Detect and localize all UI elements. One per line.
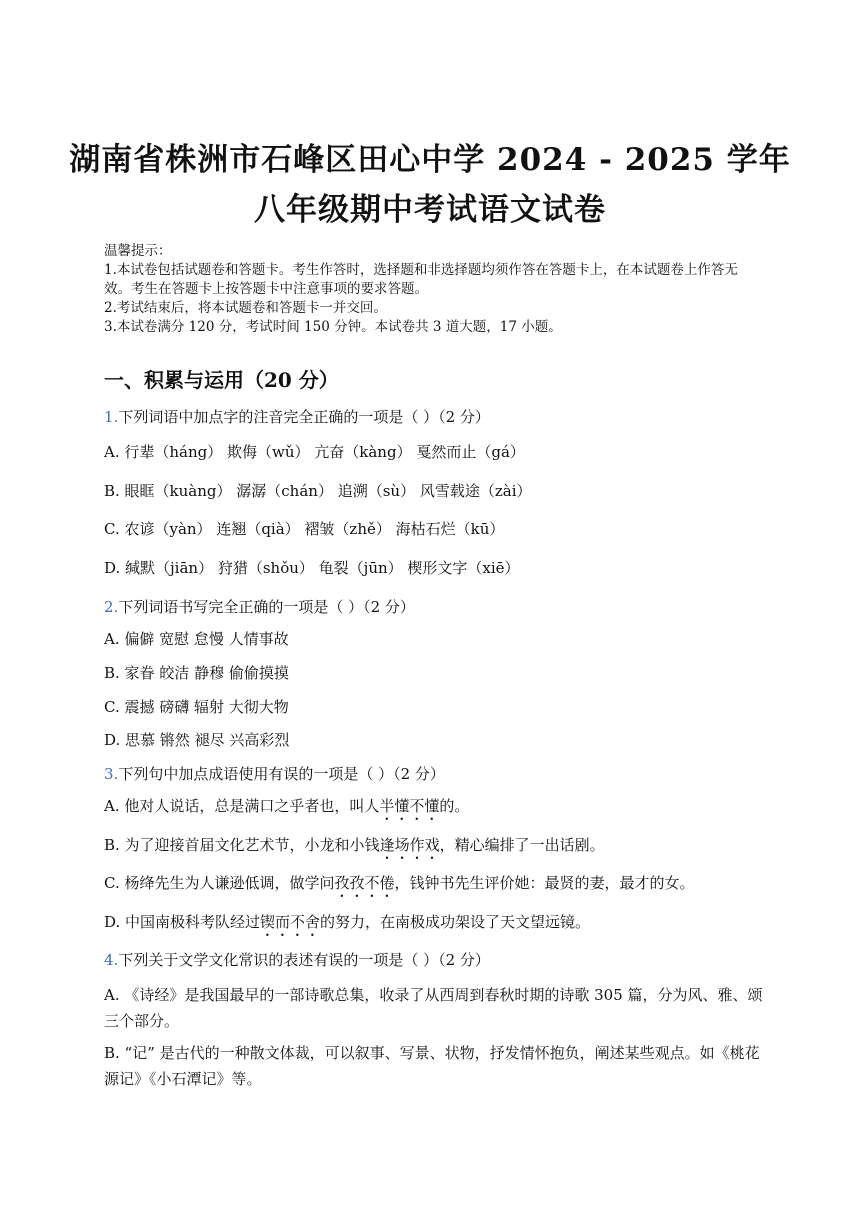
exam-title-line1: 湖南省株洲市石峰区田心中学 2024 - 2025 学年	[69, 142, 791, 178]
dotted-idiom: 孜孜不倦	[334, 874, 395, 892]
question-text: 下列词语中加点字的注音完全正确的一项是（ ）（2 分）	[118, 408, 490, 426]
option-text: D. 中国南极科考队经过	[104, 913, 261, 931]
notice-item-1: 1.本试卷包括试题卷和答题卡。考生作答时，选择题和非选择题均须作答在答题卡上，在本试题卷上作答无效。考生在答题卡上按答题卡中注意事项的要求答题。	[104, 262, 738, 297]
question-4-stem	[104, 949, 764, 970]
question-1-stem	[104, 406, 764, 427]
q1-option-d: D. 缄默（jiān） 狩猎（shǒu） 龟裂（jūn） 楔形文字（xiē）	[104, 559, 520, 577]
option-text: ，精心编排了一出话剧。	[439, 836, 605, 854]
q3-option-b	[104, 834, 764, 863]
q3-option-a	[104, 795, 764, 824]
q2-option-c: C. 震撼 磅礴 辐射 大彻大物	[104, 698, 289, 716]
option-text: 的努力，在南极成功架设了天文望远镜。	[320, 913, 591, 931]
exam-title-line2: 八年级期中考试语文试卷	[254, 192, 606, 228]
q1-option-a: A. 行辈（háng） 欺侮（wǔ） 亢奋（kàng） 戛然而止（gá）	[104, 443, 525, 461]
question-number: 1.	[104, 408, 119, 426]
q1-option-b: B. 眼眶（kuàng） 潺潺（chán） 追溯（sù） 风雪载途（zài）	[104, 482, 532, 500]
notice-block	[104, 242, 764, 337]
q2-option-b: B. 家眷 皎洁 静穆 偷偷摸摸	[104, 664, 289, 682]
option-text: B. 为了迎接首届文化艺术节，小龙和小钱	[104, 836, 380, 854]
q4-option-a: A. 《诗经》是我国最早的一部诗歌总集，收录了从西周到春秋时期的诗歌 305 篇，分为风、雅、颂三个部分。	[104, 986, 763, 1030]
section-heading: 一、积累与运用（20 分）	[104, 368, 339, 392]
q3-option-d	[104, 911, 764, 940]
question-number: 3.	[104, 765, 119, 783]
question-3-stem	[104, 763, 764, 784]
dotted-idiom: 逢场作戏	[379, 836, 440, 854]
question-number: 4.	[104, 951, 119, 969]
question-text: 下列关于文学文化常识的表述有误的一项是（ ）（2 分）	[118, 951, 490, 969]
q3-option-c	[104, 872, 764, 901]
notice-item-3: 3.本试卷满分 120 分，考试时间 150 分钟。本试卷共 3 道大题，17 小题。	[104, 319, 562, 335]
q4-option-b: B. “记” 是古代的一种散文体裁，可以叙事、写景、状物，抒发情怀抱负，阐述某些观点。如《桃花源记》《小石潭记》等。	[104, 1044, 760, 1088]
dotted-idiom: 锲而不舍	[260, 913, 321, 931]
option-text: A. 他对人说话，总是满口之乎者也，叫人	[104, 797, 380, 815]
q2-option-a: A. 偏僻 宽慰 怠慢 人情事故	[104, 630, 289, 648]
question-text: 下列词语书写完全正确的一项是（ ）（2 分）	[118, 598, 415, 616]
option-text: 的。	[439, 797, 470, 815]
question-text: 下列句中加点成语使用有误的一项是（ ）（2 分）	[118, 765, 445, 783]
question-2-stem	[104, 596, 764, 617]
notice-item-2: 2.考试结束后，将本试题卷和答题卡一并交回。	[104, 300, 387, 316]
question-number: 2.	[104, 598, 119, 616]
option-text: C. 杨绛先生为人谦逊低调，做学问	[104, 874, 335, 892]
q1-option-c: C. 农谚（yàn） 连翘（qià） 褶皱（zhě） 海枯石烂（kū）	[104, 520, 505, 538]
dotted-idiom: 半懂不懂	[379, 797, 440, 815]
notice-heading: 温馨提示：	[104, 243, 172, 259]
q2-option-d: D. 思慕 锵然 褪尽 兴高彩烈	[104, 731, 290, 749]
option-text: ，钱钟书先生评价她：最贤的妻，最才的女。	[394, 874, 695, 892]
